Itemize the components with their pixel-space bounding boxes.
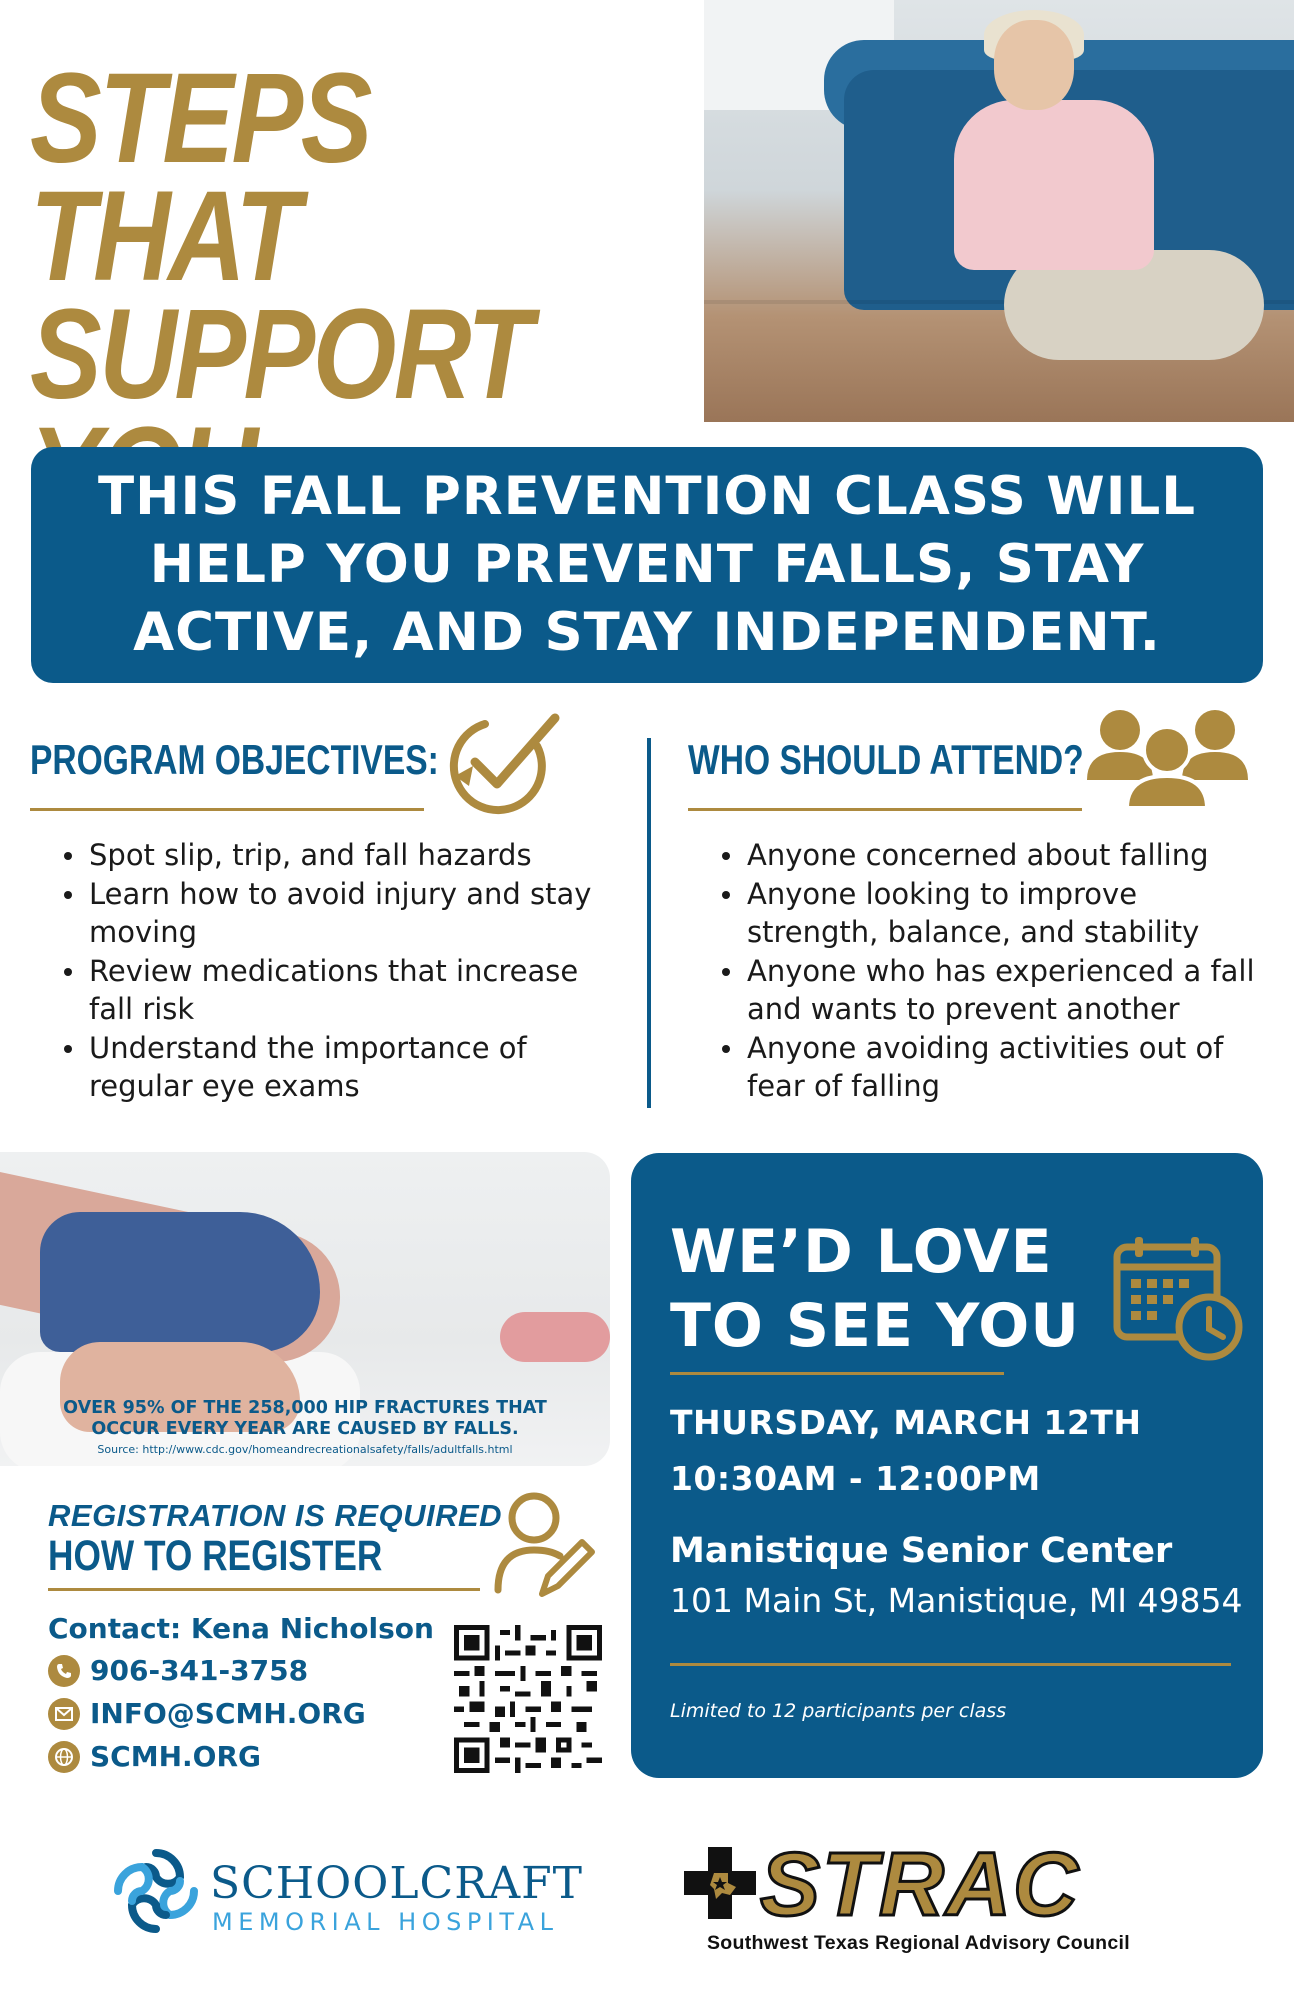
email-line	[48, 1697, 366, 1730]
person-edit-icon	[492, 1490, 596, 1602]
objectives-list	[59, 836, 619, 1106]
group-icon	[1085, 700, 1250, 810]
list-item: Learn how to avoid injury and stay moving	[59, 875, 619, 952]
list-item: Review medications that increase fall risk	[59, 952, 619, 1029]
stat-line-2: OCCUR EVERY YEAR ARE CAUSED BY FALLS.	[91, 1419, 519, 1439]
strac-subtitle: Southwest Texas Regional Advisory Council	[707, 1932, 1130, 1954]
list-item: Spot slip, trip, and fall hazards	[59, 836, 619, 875]
intro-banner	[31, 447, 1263, 683]
qr-code[interactable]	[454, 1625, 602, 1773]
attend-heading: WHO SHOULD ATTEND?	[688, 736, 1084, 783]
globe-icon	[48, 1741, 80, 1773]
schoolcraft-subtitle: MEMORIAL HOSPITAL	[212, 1908, 559, 1936]
event-time: 10:30AM - 12:00PM	[670, 1459, 1041, 1498]
title-line-1: STEPS THAT	[30, 47, 370, 308]
intro-banner-text	[47, 463, 1247, 667]
hero-photo-woman-fallen	[704, 0, 1294, 422]
capacity-note: Limited to 12 participants per class	[670, 1700, 1007, 1722]
event-headline-line-1: WE’D LOVE	[670, 1217, 1053, 1287]
banner-line-2: HELP YOU PREVENT FALLS, STAY	[149, 534, 1145, 595]
list-item: Understand the importance of regular eye exams	[59, 1029, 619, 1106]
register-rule	[48, 1588, 480, 1591]
phone-line	[48, 1654, 308, 1687]
attend-rule	[688, 808, 1082, 811]
strac-cross-icon	[680, 1843, 760, 1923]
stat-source: Source: http://www.cdc.gov/homeandrecreationalsafety/falls/adultfalls.html	[97, 1443, 513, 1456]
registration-required: REGISTRATION IS REQUIRED	[48, 1498, 503, 1533]
checkmark-cycle-icon	[445, 706, 565, 818]
event-headline	[670, 1215, 1080, 1363]
phone-icon	[48, 1655, 80, 1687]
how-to-register-heading: HOW TO REGISTER	[48, 1532, 383, 1580]
schoolcraft-logo	[110, 1845, 202, 1937]
calendar-clock-icon	[1111, 1233, 1246, 1363]
website-line	[48, 1740, 261, 1773]
phone-number[interactable]: 906-341-3758	[90, 1654, 309, 1687]
stat-line-1: OVER 95% OF THE 258,000 HIP FRACTURES THAT	[63, 1398, 547, 1418]
event-panel	[631, 1153, 1263, 1778]
banner-line-1: THIS FALL PREVENTION CLASS WILL	[98, 466, 1196, 527]
event-address: 101 Main St, Manistique, MI 49854	[670, 1581, 1243, 1620]
column-divider	[647, 738, 651, 1108]
stat-text	[0, 1398, 610, 1440]
attend-list	[717, 836, 1277, 1106]
website-link[interactable]: SCMH.ORG	[90, 1740, 261, 1773]
contact-name: Contact: Kena Nicholson	[48, 1612, 434, 1645]
strac-name: STRAC	[760, 1835, 1080, 1935]
objectives-heading: PROGRAM OBJECTIVES:	[30, 736, 439, 783]
email-icon	[48, 1698, 80, 1730]
email-address[interactable]: INFO@SCMH.ORG	[90, 1697, 366, 1730]
list-item: Anyone avoiding activities out of fear of falling	[717, 1029, 1277, 1106]
schoolcraft-name: SCHOOLCRAFT	[210, 1858, 583, 1909]
list-item: Anyone looking to improve strength, balance, and stability	[717, 875, 1277, 952]
event-rule-bottom	[670, 1663, 1231, 1666]
event-rule-top	[670, 1372, 1004, 1375]
objectives-rule	[30, 808, 424, 811]
event-headline-line-2: TO SEE YOU	[670, 1291, 1080, 1361]
list-item: Anyone concerned about falling	[717, 836, 1277, 875]
event-date: THURSDAY, MARCH 12TH	[670, 1403, 1142, 1442]
stat-photo	[0, 1152, 610, 1466]
banner-line-3: ACTIVE, AND STAY INDEPENDENT.	[133, 602, 1161, 663]
event-venue: Manistique Senior Center	[670, 1531, 1173, 1571]
title-line-2: SUPPORT	[30, 283, 531, 426]
list-item: Anyone who has experienced a fall and wants to prevent another	[717, 952, 1277, 1029]
